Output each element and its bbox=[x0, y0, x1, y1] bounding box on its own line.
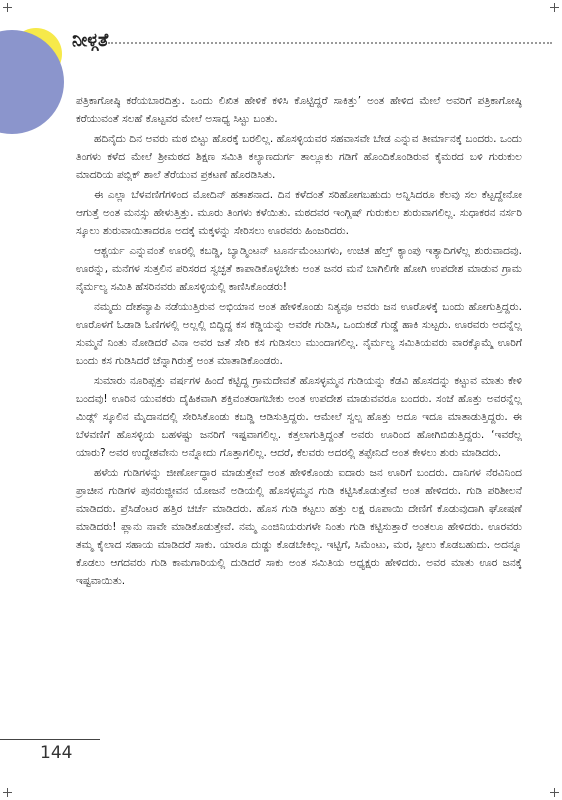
crop-mark-bottom-left bbox=[3, 788, 12, 797]
paragraph: ನಮ್ಮದು ದೇಶವ್ಯಾಪಿ ನಡೆಯುತ್ತಿರುವ ಅಭಿಯಾನ ಅಂತ ಹೇಳಿಕೊಂಡು ನಿತ್ಯವೂ ಅವರು ಜನ ಊರೊಳಕ್ಕೆ ಬಂದು ಹೋಗುತ್ತಿದ್ದರು. ಊರೊಳಗೆ ಓಡಾಡಿ ಓಣಿಗಳಲ್ಲಿ ಅಲ್ಲಲ್ಲಿ ಬಿದ್ದಿದ್ದ ಕಸ ಕಡ್ಡಿಯನ್ನು ಅವರೇ ಗುಡಿಸಿ, ಒಂದುಕಡೆ ಗುಡ್ಡೆ ಹಾಕಿ ಸುಟ್ಟರು. ಊರವರು ಅದನ್ನೆಲ್ಲ ಸುಮ್ಮನೆ ನಿಂತು ನೋಡಿದರೆ ವಿನಾ ಅವರ ಜತೆ ಸೇರಿ ಕಸ ಗುಡಿಸಲು ಮುಂದಾಗಲಿಲ್ಲ. ನೈರ್ಮಲ್ಯ ಸಮಿತಿಯವರು ವಾರಕ್ಕೊಮ್ಮೆ ಊರಿಗೆ ಬಂದು ಕಸ ಗುಡಿಸಿದರೆ ಚೆನ್ನಾಗಿರುತ್ತೆ ಅಂತ ಮಾತಾಡಿಕೊಂಡರು. bbox=[76, 301, 522, 367]
crop-mark-bottom-right bbox=[550, 788, 559, 797]
paragraph: ಸುಮಾರು ನೂರಿಪ್ಪತ್ತು ವರ್ಷಗಳ ಹಿಂದೆ ಕಟ್ಟಿದ್ದ ಗ್ರಾಮದೇವತೆ ಹೊಸಳ್ಳಮ್ಮನ ಗುಡಿಯನ್ನು ಕೆಡವಿ ಹೊಸದನ್ನು ಕಟ್ಟುವ ಮಾತು ಕೇಳಿ ಬಂದವು! ಊರಿನ ಯುವಕರು ದೈಹಿಕವಾಗಿ ಶಕ್ತಿವಂತರಾಗಬೇಕು ಅಂತ ಉಪದೇಶ ಮಾಡುವವರೂ ಬಂದರು. ಸಂಜೆ ಹೊತ್ತು ಅವರನ್ನೆಲ್ಲ ಮಿಡ್ಲ್ ಸ್ಕೂಲಿನ ಮೈದಾನದಲ್ಲಿ ಸೇರಿಸಿಕೊಂಡು ಕಬಡ್ಡಿ ಆಡಿಸುತ್ತಿದ್ದರು. ಆಮೇಲೆ ಸ್ವಲ್ಪ ಹೊತ್ತು ಅದೂ ಇದೂ ಮಾತಾಡುತ್ತಿದ್ದರು. ಈ ಬೆಳವಣಿಗೆ ಹೊಸಳ್ಳಿಯ ಬಹಳಷ್ಟು ಜನರಿಗೆ ಇಷ್ಟವಾಗಲಿಲ್ಲ. ಕತ್ತಲಾಗುತ್ತಿದ್ದಂತೆ ಅವರು ಊರಿಂದ ಹೋಗಿಬಿಡುತ್ತಿದ್ದರು. ‘ಇವರೆಲ್ಲ ಯಾರು? ಅವರ ಉದ್ದೇಶವೇನು ಅನ್ನೋದು ಗೊತ್ತಾಗಲಿಲ್ಲ. ಆದರೆ, ಕೆಲವರು ಅದರಲ್ಲಿ ತಪ್ಪೇನಿದೆ ಅಂತ ಕೇಳಲು ಶುರು ಮಾಡಿದರು. bbox=[76, 375, 522, 459]
paragraph: ಆಶ್ಚರ್ಯ ಎನ್ನುವಂತೆ ಊರಲ್ಲಿ ಕಬಡ್ಡಿ, ಬ್ಯಾಡ್ಮಿಂಟನ್ ಟೂರ್ನಮೆಂಟುಗಳು, ಉಚಿತ ಹೆಲ್ತ್ ಕ್ಯಾಂಪು ಇತ್ಯಾದಿಗಳೆಲ್ಲ ಶುರುವಾದವು. ಊರನ್ನು, ಮನೆಗಳ ಸುತ್ತಲಿನ ಪರಿಸರದ ಸ್ವಚ್ಛತೆ ಕಾಪಾಡಿಕೊಳ್ಳಬೇಕು ಅಂತ ಜನರ ಮನೆ ಬಾಗಿಲಿಗೇ ಹೋಗಿ ಉಪದೇಶ ಮಾಡುವ ಗ್ರಾಮ ನೈರ್ಮಲ್ಯ ಸಮಿತಿ ಹೆಸರಿನವರು ಹೊಸಳ್ಳಿಯಲ್ಲಿ ಕಾಣಿಸಿಕೊಂಡರು! bbox=[76, 245, 522, 293]
paragraph: ಹಳೆಯ ಗುಡಿಗಳನ್ನು ಜೀರ್ಣೋದ್ಧಾರ ಮಾಡುತ್ತೇವೆ ಅಂತ ಹೇಳಿಕೊಂಡು ಐದಾರು ಜನ ಊರಿಗೆ ಬಂದರು. ದಾನಿಗಳ ನೆರವಿನಿಂದ ಪ್ರಾಚೀನ ಗುಡಿಗಳ ಪುನರುಜ್ಜೀವನ ಯೋಜನೆ ಅಡಿಯಲ್ಲಿ ಹೊಸಳ್ಳಮ್ಮನ ಗುಡಿ ಕಟ್ಟಿಸಿಕೊಡುತ್ತೇವೆ ಅಂತ ಹೇಳಿದರು. ಗುಡಿ ಪರಿಶೀಲನೆ ಮಾಡಿದರು. ಪ್ರೆಸಿಡೆಂಟರ ಹತ್ತಿರ ಚರ್ಚೆ ಮಾಡಿದರು. ಹೊಸ ಗುಡಿ ಕಟ್ಟಲು ಹತ್ತು ಲಕ್ಷ ರೂಪಾಯಿ ದೇಣಿಗೆ ಕೊಡುವುದಾಗಿ ಘೋಷಣೆ ಮಾಡಿದರು! ಪ್ಲಾನು ನಾವೇ ಮಾಡಿಕೊಡುತ್ತೇವೆ. ನಮ್ಮ ಎಂಜಿನಿಯರುಗಳೇ ನಿಂತು ಗುಡಿ ಕಟ್ಟಿಸುತ್ತಾರೆ ಅಂತಲೂ ಹೇಳಿದರು. ಊರವರು ತಮ್ಮ ಕೈಲಾದ ಸಹಾಯ ಮಾಡಿದರೆ ಸಾಕು. ಯಾರೂ ದುಡ್ಡು ಕೊಡಬೇಕಿಲ್ಲ. ಇಟ್ಟಿಗೆ, ಸಿಮೆಂಟು, ಮರ, ಸ್ಟೀಲು ಕೊಡಬಹುದು. ಅದನ್ನೂ ಕೊಡಲು ಆಗದವರು ಗುಡಿ ಕಾಮಗಾರಿಯಲ್ಲಿ ದುಡಿದರೆ ಸಾಕು ಅಂತ ಸಮಿತಿಯ ಅಧ್ಯಕ್ಷರು ಹೇಳಿದರು. ಅವರ ಮಾತು ಊರ ಜನಕ್ಕೆ ಇಷ್ಟವಾಯಿತು. bbox=[76, 467, 522, 587]
page-number: 144 bbox=[40, 743, 73, 763]
page-header-title: ನೀಳ್ಗತೆ bbox=[72, 30, 109, 51]
header-dotted-rule bbox=[108, 42, 552, 44]
footer-rule bbox=[0, 739, 100, 740]
paragraph: ಈ ಎಲ್ಲಾ ಬೆಳವಣಿಗೆಗಳಿಂದ ಮೋದಿನ್ ಹತಾಶನಾದ. ದಿನ ಕಳೆದಂತೆ ಸರಿಹೋಗಬಹುದು ಅನ್ನಿಸಿದರೂ ಕೆಲವು ಸಲ ಕೆಟ್ಟದ್ದೇನೋ ಆಗುತ್ತೆ ಅಂತ ಮನಸ್ಸು ಹೇಳುತ್ತಿತ್ತು. ಮೂರು ತಿಂಗಳು ಕಳೆಯಿತು. ಮಠದವರ ಇಂಗ್ಲಿಷ್ ಗುರುಕುಲ ಶುರುವಾಗಲಿಲ್ಲ. ಸುಧಾಕರನ ನರ್ಸರಿ ಸ್ಕೂಲು ಶುರುವಾಯಿತಾದರೂ ಅದಕ್ಕೆ ಮಕ್ಕಳನ್ನು ಸೇರಿಸಲು ಊರವರು ಹಿಂಜರಿದರು. bbox=[76, 189, 522, 237]
header-decoration-circles bbox=[0, 0, 70, 140]
paragraph: ಪತ್ರಿಕಾಗೋಷ್ಠಿ ಕರೆಯಬಾರದಿತ್ತು. ಒಂದು ಲಿಖಿತ ಹೇಳಿಕೆ ಕಳಿಸಿ ಕೊಟ್ಟಿದ್ದರೆ ಸಾಕಿತ್ತು’ ಅಂತ ಹೇಳಿದ ಮೇಲೆ ಅವರಿಗೆ ಪತ್ರಿಕಾಗೋಷ್ಠಿ ಕರೆಯುವಂತೆ ಸಲಹೆ ಕೊಟ್ಟವರ ಮೇಲೆ ಅಸಾಧ್ಯ ಸಿಟ್ಟು ಬಂತು. bbox=[76, 95, 522, 125]
crop-mark-top-right bbox=[550, 3, 559, 12]
article-body bbox=[76, 92, 522, 592]
paragraph: ಹದಿನೈದು ದಿನ ಅವರು ಮಠ ಬಿಟ್ಟು ಹೊರಕ್ಕೆ ಬರಲಿಲ್ಲ. ಹೊಸಳ್ಳಿಯವರ ಸಹವಾಸವೇ ಬೇಡ ಎನ್ನುವ ತೀರ್ಮಾನಕ್ಕೆ ಬಂದರು. ಒಂದು ತಿಂಗಳು ಕಳೆದ ಮೇಲೆ ಶ್ರೀಮಠದ ಶಿಕ್ಷಣ ಸಮಿತಿ ಕಲ್ಯಾಣದುರ್ಗ ತಾಲ್ಲೂಕು ಗಡಿಗೆ ಹೊಂದಿಕೊಂಡಿರುವ ಕೈಮರದ ಬಳಿ ಗುರುಕುಲ ಮಾದರಿಯ ಪಬ್ಲಿಕ್ ಶಾಲೆ ತೆರೆಯುವ ಪ್ರಕಟಣೆ ಹೊರಡಿಸಿತು. bbox=[76, 133, 522, 181]
